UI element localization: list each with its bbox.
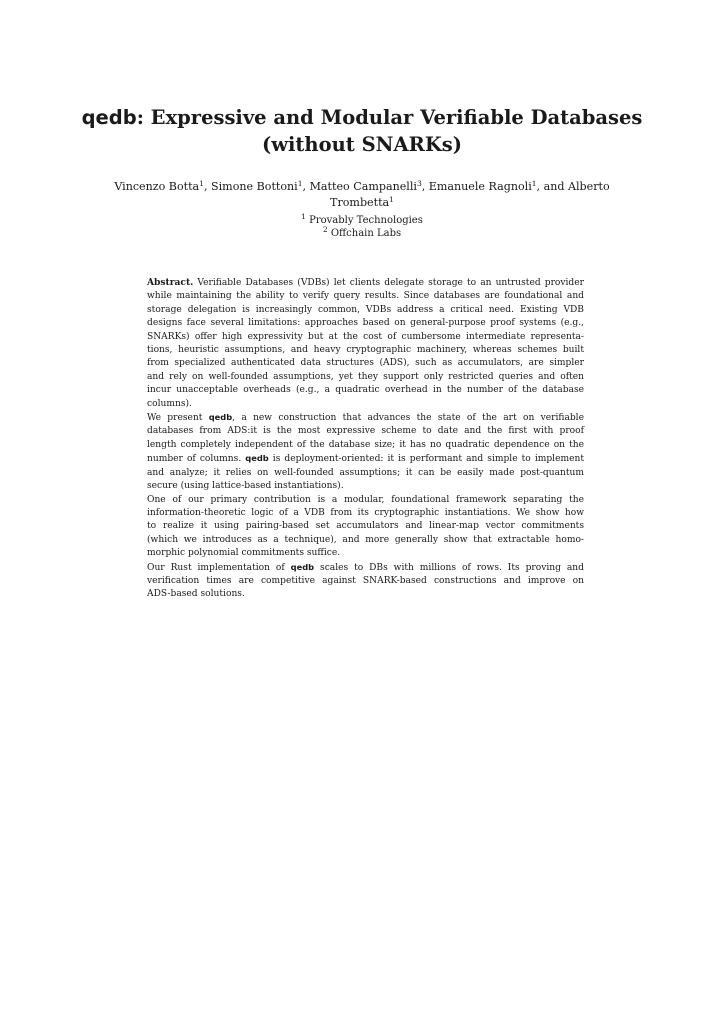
abstract-line: storage delegation is increasingly common, VDBs address a critical need. Existing VDB [147, 304, 584, 315]
author-affiliation-mark: 1 [199, 179, 204, 188]
author-name: Trombetta [330, 196, 390, 209]
author-separator: , [302, 180, 310, 193]
abstract-line: One of our primary contribution is a modular, foundational framework separating the [147, 494, 584, 505]
author-name: Matteo Campanelli [309, 180, 417, 193]
author-affiliation-mark: 1 [531, 179, 537, 188]
abstract-line: ADS-based solutions. [147, 589, 245, 600]
system-name: qedb [81, 106, 137, 129]
abstract-line: We present qedb, a new construction that advances the state of the art on verifiable [147, 412, 584, 424]
abstract-line: to realize it using pairing-based set accumulators and linear-map vector commitments [147, 521, 584, 532]
title-line-2: (without SNARKs) [262, 133, 462, 156]
abstract-line: number of columns. qedb is deployment-oriented: it is performant and simple to implement [147, 453, 584, 465]
abstract-line: designs face several limitations: approaches based on general-purpose proof systems (e.g., [147, 318, 584, 329]
abstract-line: Our Rust implementation of qedb scales to DBs with millions of rows. Its proving and [147, 561, 584, 573]
author-affiliation-mark: 1 [297, 179, 303, 188]
abstract-line: databases from ADS:it is the most expressive scheme to date and the first with proof [147, 426, 584, 437]
author-name: Simone Bottoni [211, 180, 298, 193]
affiliation-mark: 2 [322, 225, 328, 234]
author-separator: , [421, 180, 429, 193]
abstract-line: and rely on well-founded assumptions, yet they support only restricted queries and often [147, 371, 584, 382]
abstract-keyword: Abstract. [147, 277, 194, 288]
abstract-line: from specialized authenticated data structures (ADS), such as accumulators, are simpler [147, 358, 584, 369]
abstract-line: information-theoretic logic of a VDB from its cryptographic instantiations. We show how [147, 507, 584, 518]
system-name: qedb [290, 561, 315, 572]
affiliation [150, 227, 574, 240]
affiliation-list [150, 214, 574, 240]
author-name: Vincenzo Botta [114, 180, 200, 193]
author-name: Emanuele Ragnoli [428, 180, 532, 193]
abstract-line: morphic polynomial commitments suffice. [147, 548, 341, 559]
affiliation-name: Offchain Labs [330, 228, 402, 239]
author-affiliation-mark: 1 [389, 195, 394, 204]
author-affiliation-mark: 3 [416, 179, 422, 188]
abstract-line: length completely independent of the database size; it has no quadratic dependence on the [147, 439, 584, 450]
system-name: qedb [208, 412, 233, 423]
abstract-line: Abstract. Verifiable Databases (VDBs) let clients delegate storage to an untrusted provider [147, 277, 584, 288]
affiliation [150, 214, 574, 227]
abstract-line: verification times are competitive against SNARK-based constructions and improve on [147, 575, 584, 586]
title-line-1 [80, 104, 644, 131]
title-text: : Expressive and Modular Verifiable Databases [136, 106, 643, 129]
abstract-line: while maintaining the ability to verify query results. Since databases are foundational and [147, 291, 584, 302]
abstract [147, 276, 584, 602]
author-separator: , [203, 180, 212, 193]
paper-title [80, 104, 644, 158]
abstract-line: columns). [147, 398, 192, 409]
abstract-line: SNARKs) offer high expressivity but at the cost of cumbersome intermediate representa- [147, 331, 584, 342]
author-line-1 [95, 179, 629, 195]
author-line-2 [95, 195, 629, 211]
affiliation-name: Provably Technologies [309, 215, 423, 226]
abstract-line: and analyze; it relies on well-founded assumptions; it can be easily made post-quantum [147, 467, 584, 478]
author-list [95, 179, 629, 211]
abstract-line: tions, heuristic assumptions, and heavy cryptographic machinery, whereas schemes built [147, 345, 584, 356]
author-separator: , and Alberto [536, 180, 610, 193]
abstract-line: (which we introduces as a technique), and more generally show that extractable homo- [147, 534, 584, 545]
affiliation-mark: 1 [301, 212, 306, 221]
abstract-line: incur unacceptable overheads (e.g., a quadratic overhead in the number of the database [147, 385, 584, 396]
abstract-line: secure (using lattice-based instantiations). [147, 481, 344, 492]
system-name: qedb [245, 453, 269, 464]
